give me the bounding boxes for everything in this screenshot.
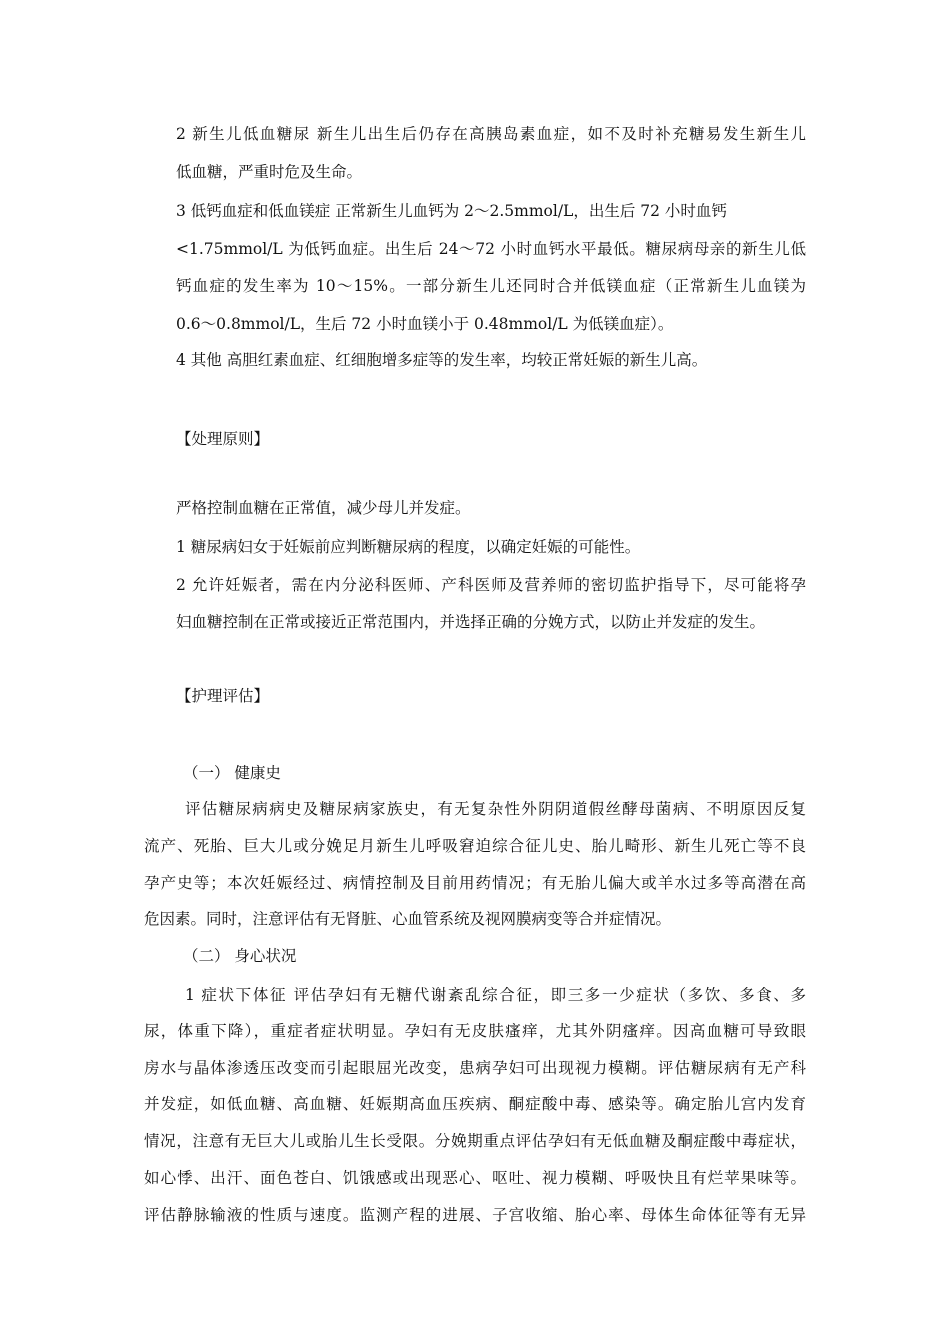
paragraph-line: 流产、死胎、巨大儿或分娩足月新生儿呼吸窘迫综合征儿史、胎儿畸形、新生儿死亡等不良 xyxy=(144,837,806,855)
subsection-heading-physical: （二） 身心状况 xyxy=(183,947,297,965)
paragraph-line: 3 低钙血症和低血镁症 正常新生儿血钙为 2～2.5mmol/L，出生后 72 小时血钙 xyxy=(176,202,727,220)
paragraph-line: 4 其他 高胆红素血症、红细胞增多症等的发生率，均较正常妊娠的新生儿高。 xyxy=(176,351,708,369)
paragraph-line: 1 糖尿病妇女于妊娠前应判断糖尿病的程度，以确定妊娠的可能性。 xyxy=(176,538,641,556)
section-heading-treatment: 【处理原则】 xyxy=(176,430,270,448)
paragraph-line: 尿，体重下降），重症者症状明显。孕妇有无皮肤瘙痒，尤其外阴瘙痒。因高血糖可导致眼 xyxy=(144,1022,806,1040)
paragraph-line: 妇血糖控制在正常或接近正常范围内，并选择正确的分娩方式，以防止并发症的发生。 xyxy=(176,613,766,631)
paragraph-line: 钙血症的发生率为 10～15%。一部分新生儿还同时合并低镁血症（正常新生儿血镁为 xyxy=(176,277,806,295)
paragraph-line: 评估静脉输液的性质与速度。监测产程的进展、子宫收缩、胎心率、母体生命体征等有无异 xyxy=(144,1206,806,1224)
paragraph-line: 严格控制血糖在正常值，减少母儿并发症。 xyxy=(176,499,471,517)
subsection-heading-history: （一） 健康史 xyxy=(183,764,281,782)
paragraph-line: 孕产史等；本次妊娠经过、病情控制及目前用药情况；有无胎儿偏大或羊水过多等高潜在高 xyxy=(144,874,806,892)
paragraph-line: 2 允许妊娠者，需在内分泌科医师、产科医师及营养师的密切监护指导下，尽可能将孕 xyxy=(176,576,806,594)
paragraph-line: 0.6～0.8mmol/L，生后 72 小时血镁小于 0.48mmol/L 为低镁血症）。 xyxy=(176,315,674,333)
paragraph-line: <1.75mmol/L 为低钙血症。出生后 24～72 小时血钙水平最低。糖尿病母亲的新生儿低 xyxy=(176,240,806,258)
paragraph-line: 低血糖，严重时危及生命。 xyxy=(176,163,363,181)
paragraph-line: 评估糖尿病病史及糖尿病家族史，有无复杂性外阴阴道假丝酵母菌病、不明原因反复 xyxy=(185,800,806,818)
paragraph-line: 危因素。同时，注意评估有无肾脏、心血管系统及视网膜病变等合并症情况。 xyxy=(144,910,672,928)
paragraph-line: 2 新生儿低血糖尿 新生儿出生后仍存在高胰岛素血症，如不及时补充糖易发生新生儿 xyxy=(176,125,806,143)
paragraph-line: 情况，注意有无巨大儿或胎儿生长受限。分娩期重点评估孕妇有无低血糖及酮症酸中毒症状， xyxy=(144,1132,806,1150)
paragraph-line: 房水与晶体渗透压改变而引起眼屈光改变，患病孕妇可出现视力模糊。评估糖尿病有无产科 xyxy=(144,1059,806,1077)
paragraph-line: 如心悸、出汗、面色苍白、饥饿感或出现恶心、呕吐、视力模糊、呼吸快且有烂苹果味等。 xyxy=(144,1169,806,1187)
section-heading-assessment: 【护理评估】 xyxy=(176,687,270,705)
paragraph-line: 1 症状下体征 评估孕妇有无糖代谢紊乱综合征，即三多一少症状（多饮、多食、多 xyxy=(185,986,806,1004)
paragraph-line: 并发症，如低血糖、高血糖、妊娠期高血压疾病、酮症酸中毒、感染等。确定胎儿宫内发育 xyxy=(144,1095,806,1113)
